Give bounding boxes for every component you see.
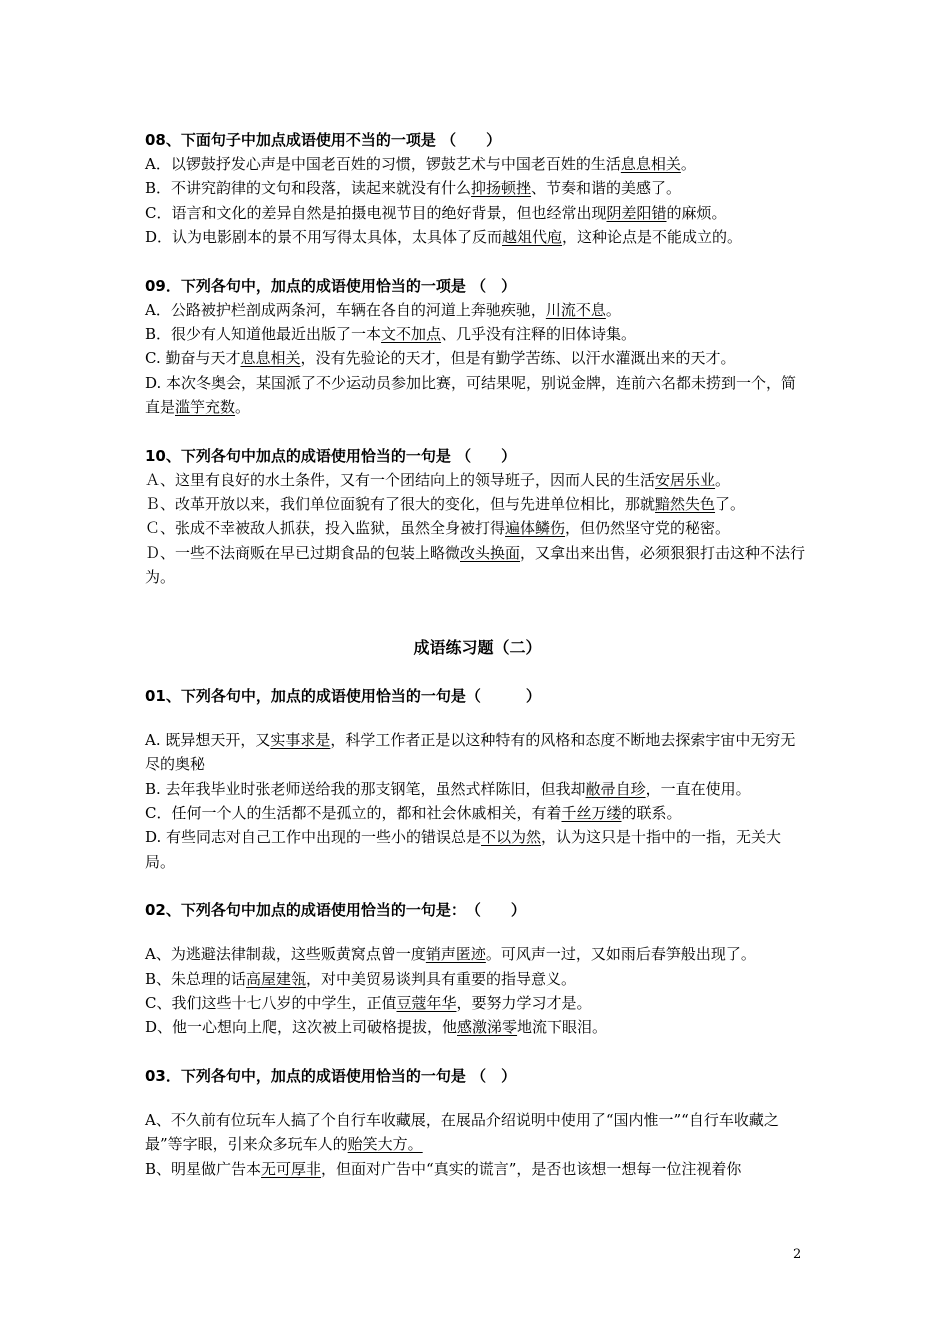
option-line: A、为逃避法律制裁，这些贩黄窝点曾一度销声匿迹。可风声一过，又如雨后春笋般出现了。	[145, 945, 756, 964]
idiom: 千丝万缕	[561, 803, 622, 822]
idiom: 无可厚非	[261, 1159, 322, 1178]
question-options	[145, 468, 810, 590]
document-body	[145, 128, 810, 1181]
option-line: A．以锣鼓抒发心声是中国老百姓的习惯，锣鼓艺术与中国老百姓的生活息息相关。	[145, 155, 696, 173]
question-options	[145, 298, 810, 420]
option-line: Ａ、这里有良好的水土条件，又有一个团结向上的领导班子，因而人民的生活安居乐业。	[145, 470, 731, 489]
idiom: 敝帚自珍	[585, 779, 646, 798]
option-line: D. 有些同志对自己工作中出现的一些小的错误总是不以为然，认为这只是十指中的一指，无关大局。	[145, 828, 782, 871]
idiom: 息息相关	[240, 349, 301, 368]
idiom: 高屋建瓴	[246, 969, 307, 988]
option-line: B．很少有人知道他最近出版了一本文不加点、几乎没有注释的旧体诗集。	[145, 325, 637, 344]
idiom: 贻笑大方。	[347, 1135, 423, 1154]
question-options	[145, 728, 810, 874]
idiom: 黯然失色	[655, 495, 716, 514]
idiom: 川流不息	[545, 300, 606, 319]
option-line: B、朱总理的话高屋建瓴，对中美贸易谈判具有重要的指导意义。	[145, 969, 577, 988]
option-line: C. 勤奋与天才息息相关，没有先验论的天才，但是有勤学苦练、以汗水灌溉出来的天才。	[145, 349, 736, 368]
idiom: 滥竽充数	[175, 398, 236, 417]
option-line: Ｃ、张成不幸被敌人抓获，投入监狱，虽然全身被打得遍体鳞伤，但仍然坚守党的秘密。	[145, 519, 731, 538]
idiom: 安居乐业	[655, 470, 716, 489]
question-options	[145, 152, 810, 250]
option-line: C．任何一个人的生活都不是孤立的，都和社会休戚相关，有着千丝万缕的联系。	[145, 803, 682, 822]
option-line: Ｂ、改革开放以来，我们单位面貌有了很大的变化，但与先进单位相比，那就黯然失色了。	[145, 495, 746, 514]
idiom: 遍体鳞伤	[505, 519, 566, 538]
option-line: B、明星做广告本无可厚非，但面对广告中“真实的谎言”，是否也该想一想每一位注视着你	[145, 1159, 742, 1178]
option-line: B．不讲究韵律的文句和段落，读起来就没有什么抑扬顿挫、节奏和谐的美感了。	[145, 179, 682, 198]
option-line: Ｄ、一些不法商贩在早已过期食品的包装上略微改头换面，又拿出来出售，必须狠狠打击这种不法行为。	[145, 543, 806, 587]
question-options	[145, 942, 810, 1040]
idiom: 实事求是	[270, 730, 331, 749]
idiom: 息息相关	[620, 155, 681, 173]
idiom: 越俎代庖	[502, 228, 563, 247]
option-line: A、不久前有位玩车人搞了个自行车收藏展，在展品介绍说明中使用了“国内惟一”“自行车收藏之最”等字眼，引来众多玩车人的贻笑大方。	[145, 1110, 779, 1154]
idiom: 不以为然	[481, 828, 542, 847]
question-stem: 09．下列各句中，加点的成语使用恰当的一项是 （ ）	[145, 276, 517, 295]
idiom: 阴差阳错	[606, 203, 667, 222]
question-stem: 10、下列各句中加点的成语使用恰当的一句是 （ ）	[145, 446, 517, 465]
page-number: 2	[793, 1247, 802, 1262]
option-line: D. 本次冬奥会，某国派了不少运动员参加比赛，可结果呢，别说金牌，连前六名都未捞到一个，简直是滥竽充数。	[145, 373, 797, 417]
idiom: 抑扬顿挫	[471, 179, 532, 198]
option-line: A．公路被护栏剖成两条河，车辆在各自的河道上奔驰疾驰，川流不息。	[145, 300, 621, 319]
section-title: 成语练习题（二）	[413, 637, 542, 657]
question-options	[145, 1108, 810, 1181]
question-stem: 01、下列各句中，加点的成语使用恰当的一句是（ ）	[145, 686, 541, 705]
idiom: 文不加点	[381, 325, 442, 344]
option-line: D．认为电影剧本的景不用写得太具体，太具体了反而越俎代庖，这种论点是不能成立的。	[145, 228, 743, 247]
question-stem: 02、下列各句中加点的成语使用恰当的一句是： （ ）	[145, 901, 526, 920]
idiom: 感激涕零	[457, 1018, 518, 1037]
idiom: 销声匿迹	[425, 945, 486, 964]
idiom: 豆蔻年华	[396, 993, 457, 1012]
option-line: C．语言和文化的差异自然是拍摄电视节目的绝好背景，但也经常出现阴差阳错的麻烦。	[145, 203, 727, 222]
question-stem: 03．下列各句中，加点的成语使用恰当的一句是 （ ）	[145, 1066, 517, 1085]
option-line: D、他一心想向上爬，这次被上司破格提拔，他感激涕零地流下眼泪。	[145, 1018, 608, 1037]
option-line: A. 既异想天开，又实事求是，科学工作者正是以这种特有的风格和态度不断地去探索宇宙中无穷无尽的奥秘	[145, 730, 796, 774]
option-line: B. 去年我毕业时张老师送给我的那支钢笔，虽然式样陈旧，但我却敝帚自珍，一直在使用。	[145, 779, 751, 798]
idiom: 改头换面	[460, 543, 521, 562]
option-line: C、我们这些十七八岁的中学生，正值豆蔻年华，要努力学习才是。	[145, 993, 592, 1012]
question-stem: 08、下面句子中加点成语使用不当的一项是 （ ）	[145, 131, 502, 149]
